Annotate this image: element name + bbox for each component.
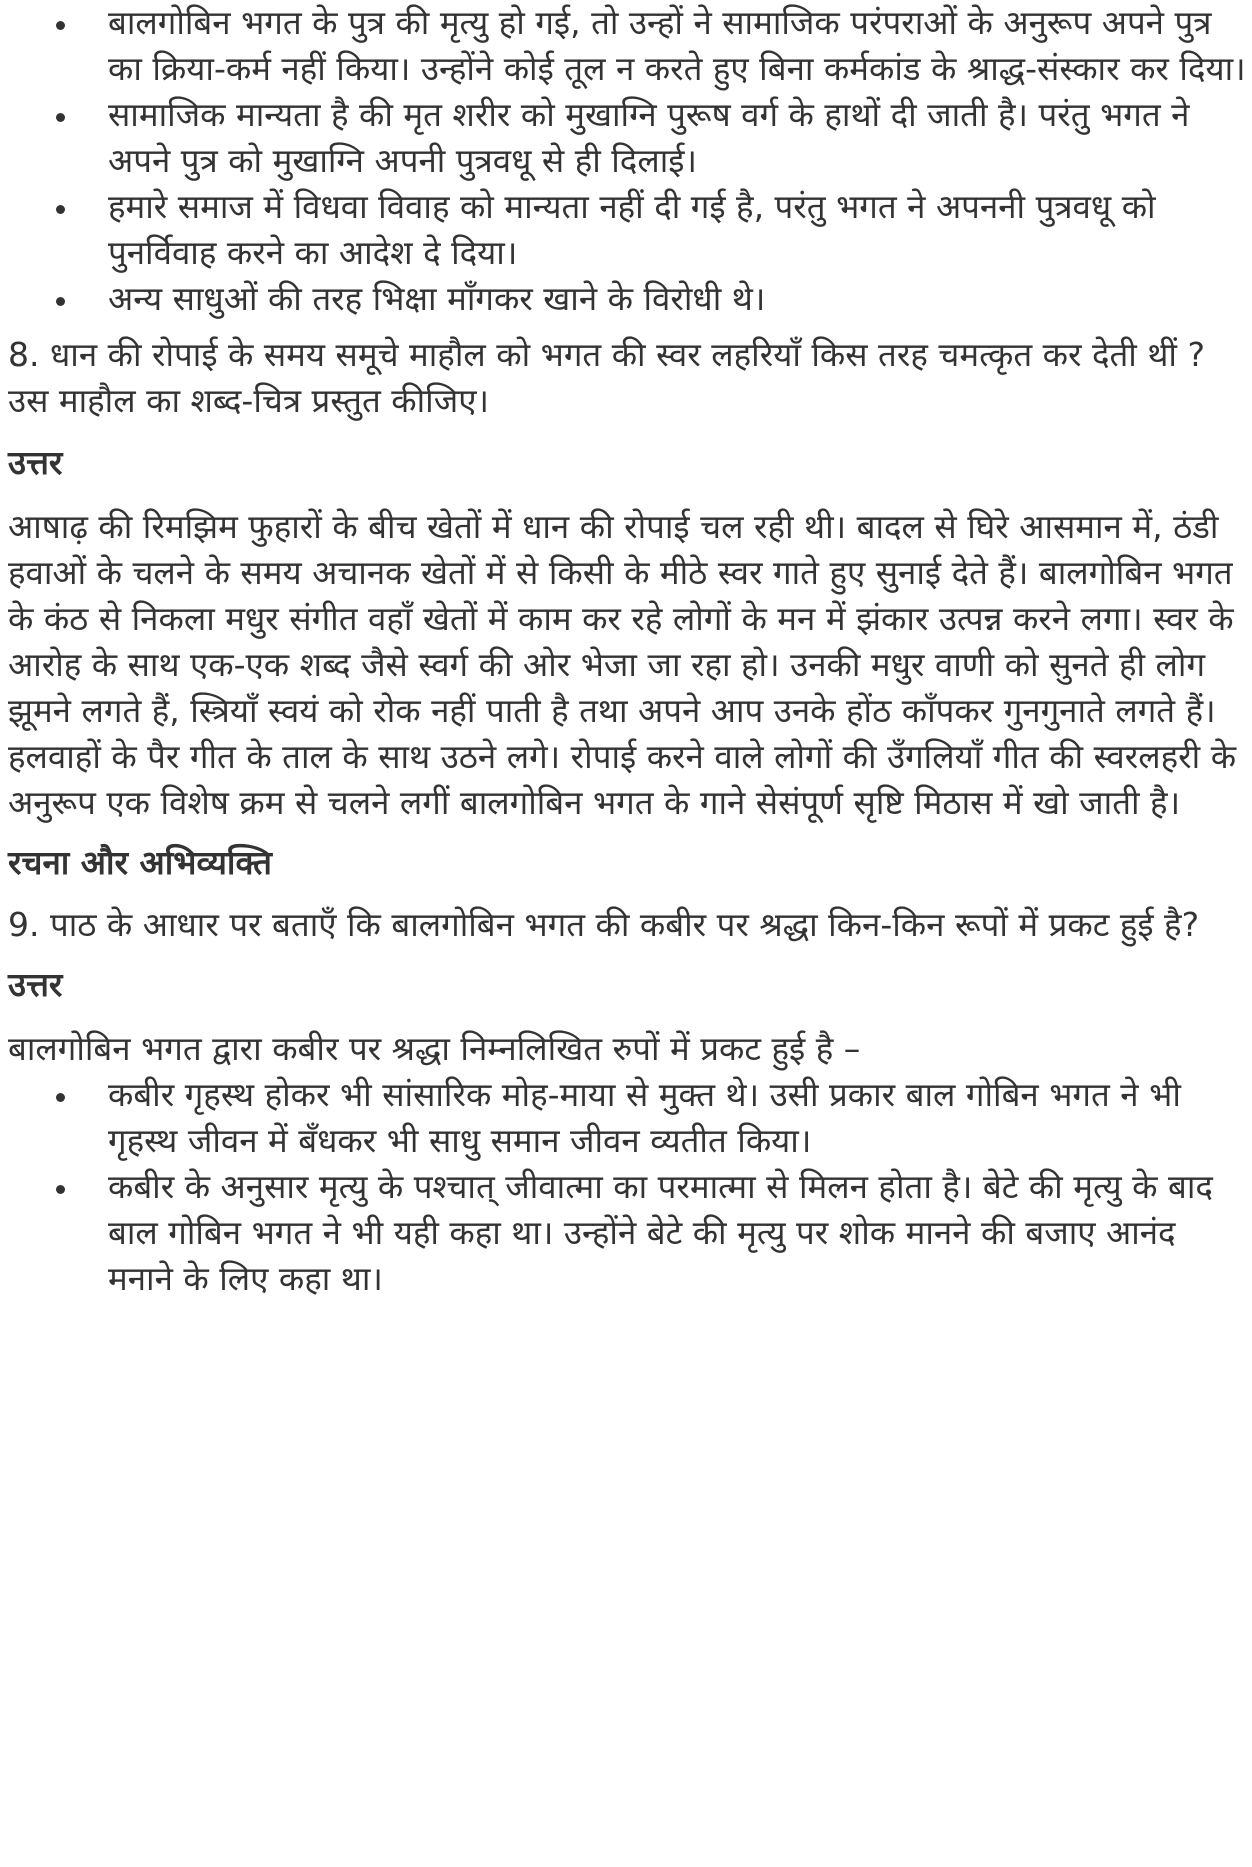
bullet-list-top (8, 0, 1246, 322)
list-item: बालगोबिन भगत के पुत्र की मृत्यु हो गई, तो उन्हों ने सामाजिक परंपराओं के अनुरूप अपने पुत्र का क्रिया-कर्म नहीं किया। उन्होंने कोई तूल न करते हुए बिना कर्मकांड के श्राद्ध-संस्कार कर दिया। (108, 0, 1246, 92)
answer-9-intro: बालगोबिन भगत द्वारा कबीर पर श्रद्धा निम्नलिखित रुपों में प्रकट हुई है – (8, 1029, 861, 1068)
question-9: 9. पाठ के आधार पर बताएँ कि बालगोबिन भगत की कबीर पर श्रद्धा किन-किन रूपों में प्रकट हुई है? (8, 905, 1200, 944)
list-item: हमारे समाज में विधवा विवाह को मान्यता नहीं दी गई है, परंतु भगत ने अपननी पुत्रवधू को पुनर्विवाह करने का आदेश दे दिया। (108, 184, 1246, 276)
answer-8-paragraph: आषाढ़ की रिमझिम फुहारों के बीच खेतों में धान की रोपाई चल रही थी। बादल से घिरे आसमान में, ठंडी हवाओं के चलने के समय अचानक खेतों में से किसी के मीठे स्वर गाते हुए सुनाई देते हैं। बालगोबिन भगत के कंठ से निकला मधुर संगीत वहाँ खेतों में काम कर रहे लोगों के मन में झंकार उत्पन्न करने लगा। स्वर के आरोह के साथ एक-एक शब्द जैसे स्वर्ग की ओर भेजा जा रहा हो। उनकी मधुर वाणी को सुनते ही लोग झूमने लगते हैं, स्त्रियाँ स्वयं को रोक नहीं पाती है तथा अपने आप उनके होंठ काँपकर गुनगुनाते लगते हैं। हलवाहों के पैर गीत के ताल के साथ उठने लगे। रोपाई करने वाले लोगों की उँगलियाँ गीत की स्वरलहरी के अनुरूप एक विशेष क्रम से चलने लगीं बालगोबिन भगत के गाने सेसंपूर्ण सृष्टि मिठास में खो जाती है। (8, 507, 1237, 822)
list-item: सामाजिक मान्यता है की मृत शरीर को मुखाग्नि पुरूष वर्ग के हाथों दी जाती है। परंतु भगत ने अपने पुत्र को मुखाग्नि अपनी पुत्रवधू से ही दिलाई। (108, 92, 1246, 184)
section-heading: रचना और अभिव्यक्ति (8, 843, 272, 882)
answer-heading: उत्तर (8, 443, 63, 482)
list-item: कबीर गृहस्थ होकर भी सांसारिक मोह-माया से मुक्त थे। उसी प्रकार बाल गोबिन भगत ने भी गृहस्थ जीवन में बँधकर भी साधु समान जीवन व्यतीत किया। (108, 1072, 1246, 1164)
list-item: कबीर के अनुसार मृत्यु के पश्चात् जीवात्मा का परमात्मा से मिलन होता है। बेटे की मृत्यु के बाद बाल गोबिन भगत ने भी यही कहा था। उन्होंने बेटे की मृत्यु पर शोक मानने की बजाए आनंद मनाने के लिए कहा था। (108, 1164, 1246, 1302)
answer-heading: उत्तर (8, 965, 63, 1004)
list-item: अन्य साधुओं की तरह भिक्षा माँगकर खाने के विरोधी थे। (108, 276, 1246, 322)
question-8: 8. धान की रोपाई के समय समूचे माहौल को भगत की स्वर लहरियाँ किस तरह चमत्कृत कर देती थीं ? उस माहौल का शब्द-चित्र प्रस्तुत कीजिए। (8, 335, 1205, 420)
bullet-list-bottom (8, 1072, 1246, 1302)
